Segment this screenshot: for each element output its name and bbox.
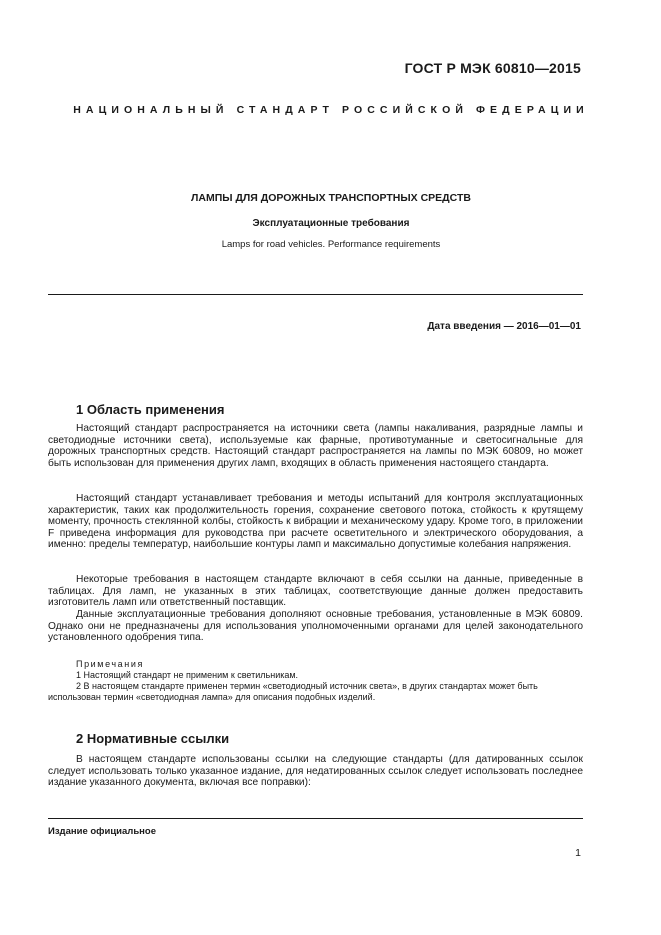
page-number: 1 [575,847,581,859]
footer-divider [48,818,583,819]
standard-subtitle: Эксплуатационные требования [252,218,410,229]
notes-heading: Примечания [76,659,144,669]
section-1-paragraph: Данные эксплуатационные требования дополняют основные требования, установленные в МЭК 60809. Однако они не предназначены для использования уполномоченными органами для целей законодательного установленного одобрения типа. [48,609,583,644]
note-item: 2 В настоящем стандарте применен термин «светодиодный источник света», в других стандартах может быть использован термин «светодиодная лампа» для описания подобных изделий. [48,681,538,702]
section-1-paragraph: Настоящий стандарт распространяется на источники света (лампы накаливания, разрядные лампы и светодиодные источники света), используемые как фарные, противотуманные и светосигнальные для дорожных транспортных средств. Настоящий стандарт распространяется на лампы по МЭК 60809, но может быть использован для применения других ламп, входящих в область применения настоящего стандарта. [48,423,583,469]
section-2-paragraph: В настоящем стандарте использованы ссылки на следующие стандарты (для датированных ссылок следует использовать только указанное издание, для недатированных ссылок следует использовать последнее издание указанного документа, включая все поправки): [48,754,583,789]
document-code: ГОСТ Р МЭК 60810—2015 [404,60,581,76]
introduction-date: Дата введения — 2016—01—01 [427,321,581,332]
top-divider [48,294,583,295]
section-1-paragraph: Некоторые требования в настоящем стандарте включают в себя ссылки на данные, приведенные в таблицах. Для ламп, не указанных в этих таблицах, соответствующие данные должен предоставить изготовитель ламп или ответственный поставщик. [48,574,583,609]
note-item: 1 Настоящий стандарт не применим к светильникам. [76,670,299,680]
standard-title: ЛАМПЫ ДЛЯ ДОРОЖНЫХ ТРАНСПОРТНЫХ СРЕДСТВ [191,192,471,204]
section-2-heading: 2 Нормативные ссылки [76,731,230,746]
standard-title-english: Lamps for road vehicles. Performance requirements [221,239,441,250]
official-edition-label: Издание официальное [48,826,156,837]
national-standard-title: НАЦИОНАЛЬНЫЙ СТАНДАРТ РОССИЙСКОЙ ФЕДЕРАЦИИ [73,104,589,116]
section-1-paragraph: Настоящий стандарт устанавливает требования и методы испытаний для контроля эксплуатационных характеристик, таких как продолжительность горения, сохранение светового потока, стойкость к крутящему моменту, прочность стеклянной колбы, стойкость к вибрации и механическому удару. Кроме того, в приложении F приведена информация для руководства при расчете осветительного и электрического оборудования, а именно: пределы температур, наибольшие контуры ламп и максимально допустимые колебания напряжения. [48,493,583,551]
section-1-heading: 1 Область применения [76,402,225,417]
notes-block [48,659,583,703]
